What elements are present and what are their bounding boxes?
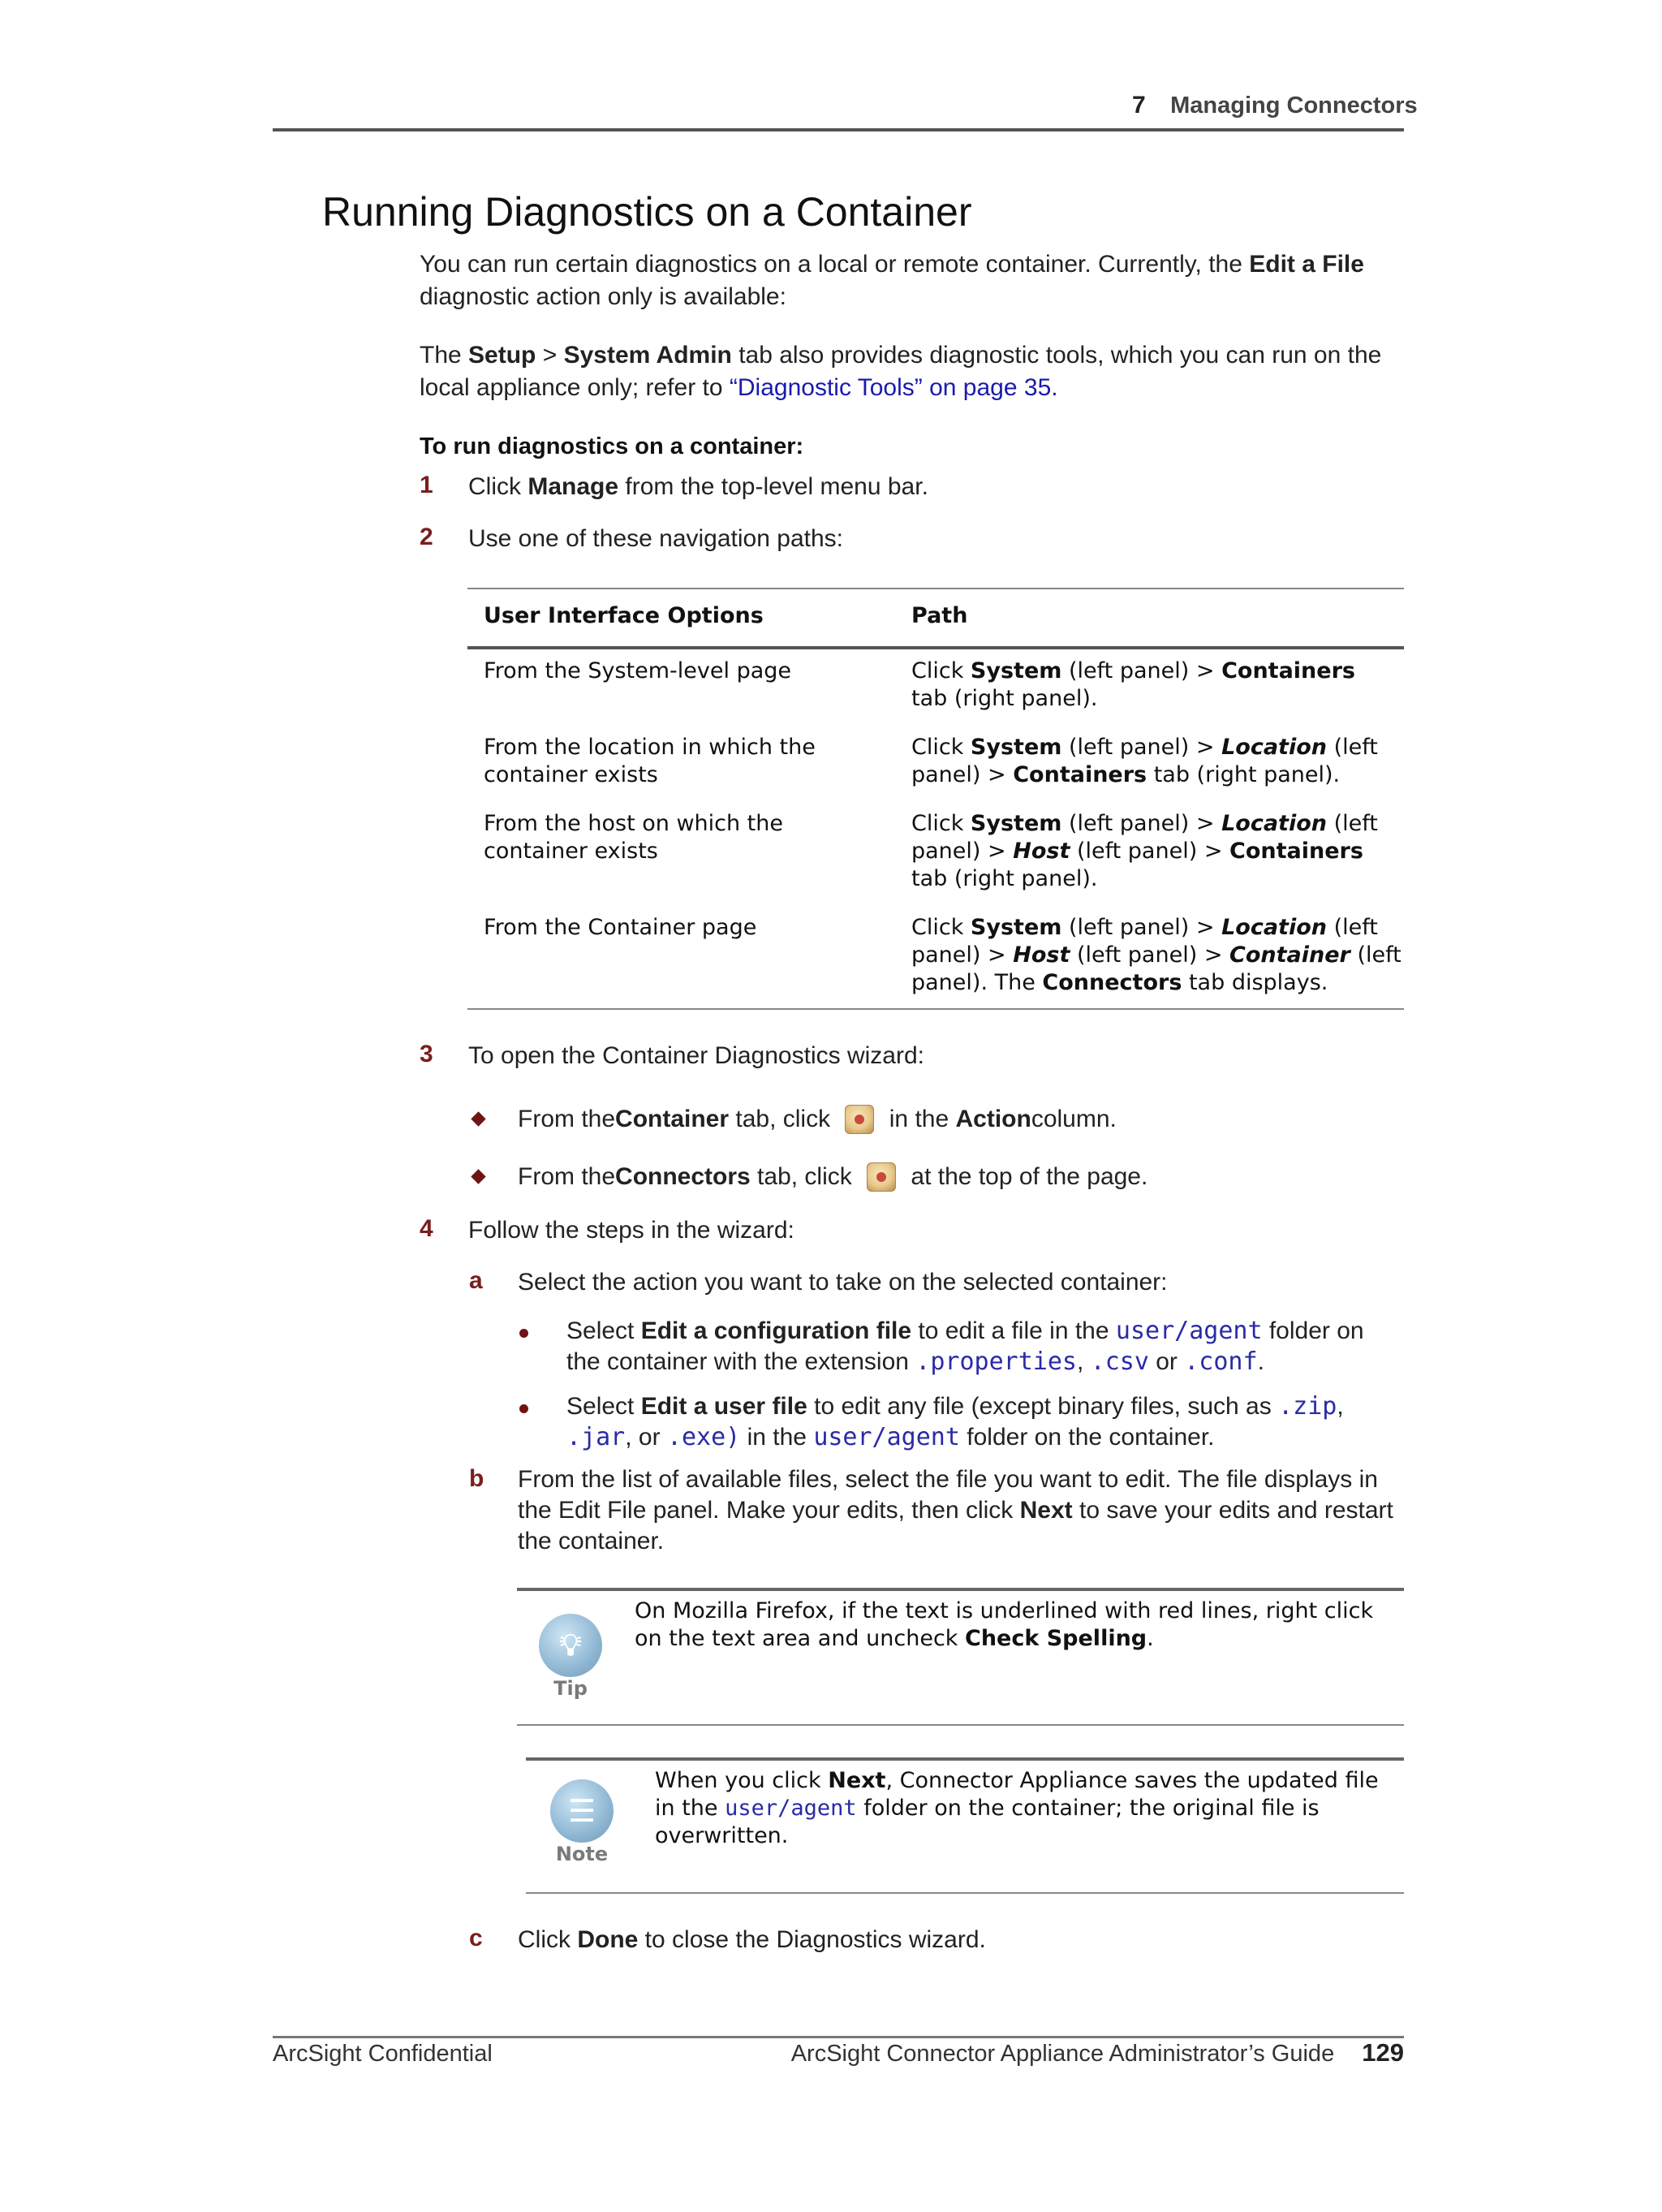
path-line: Click System (left panel) > Containers [911,658,1355,683]
table-row: From the System-level page [484,658,792,683]
step-2-number: 2 [420,524,433,550]
bullet-dot [519,1329,528,1338]
chapter-number: 7 [1132,92,1146,119]
step-1-text: Click Manage from the top-level menu bar. [468,473,928,500]
tip-top-rule [517,1588,1404,1591]
step-1-number: 1 [420,472,433,498]
note-top-rule [526,1757,1404,1761]
footer-guide-title: ArcSight Connector Appliance Administrator’s Guide 129 [790,2038,1404,2067]
footer-confidential: ArcSight Confidential [273,2041,493,2067]
page-number: 129 [1362,2038,1404,2067]
bullet-dot [519,1404,528,1413]
note-bottom-rule [526,1892,1404,1894]
substep-b-text: From the list of available files, select the file you want to edit. The file displays in the Edit File panel. Make your edits, then click Next to save your edits and restart the container. [518,1466,1393,1554]
page-header [1132,92,1418,119]
substep-c-text: Click Done to close the Diagnostics wizard. [518,1926,986,1953]
path-line: panel). The Connectors tab displays. [911,970,1328,995]
table-row-path [911,658,1355,713]
table-row: From the Container page [484,915,757,940]
path-line: panel) > Containers tab (right panel). [911,762,1341,787]
path-line: Click System (left panel) > Location (left [911,915,1378,940]
path-line: panel) > Host (left panel) > Containers [911,839,1363,864]
table-top-rule [467,588,1404,589]
note-icon: ☰ [550,1779,614,1843]
table-row-path [911,810,1378,893]
tip-text: On Mozilla Firefox, if the text is underlined with red lines, right click on the text area and uncheck Check Spelling. [635,1598,1374,1651]
diagnostics-wizard-icon [845,1105,874,1134]
tip-label: Tip [553,1677,588,1700]
note-icon-block [547,1779,617,1865]
bullet-diamond [471,1111,485,1126]
path-line: tab (right panel). [911,686,1098,711]
step-3-bullet-2: From the Connectors tab, click at the top of the page. [518,1163,1148,1190]
tip-bottom-rule [517,1724,1404,1726]
table-row-path [911,914,1402,997]
tip-icon-block [536,1614,605,1700]
table-bottom-rule [467,1008,1404,1010]
path-line: panel) > Host (left panel) > Container (left [911,942,1402,968]
step-4-number: 4 [420,1215,433,1242]
step-2-text: Use one of these navigation paths: [468,525,843,552]
path-line: Click System (left panel) > Location (left [911,811,1378,836]
diagnostics-wizard-icon [867,1162,896,1192]
step-3-bullet-1: From the Container tab, click in the Action column. [518,1106,1117,1132]
note-label: Note [555,1843,609,1865]
table-header-path: Path [911,603,968,628]
table-row: From the location in which the container exists [484,735,816,787]
procedure-heading: To run diagnostics on a container: [420,433,804,459]
lightbulb-icon: 💡︎ [539,1614,602,1677]
table-row-path [911,734,1378,789]
path-line: tab (right panel). [911,866,1098,891]
intro-paragraph-1: You can run certain diagnostics on a local or remote container. Currently, the Edit a File diagnostic action only is available: [420,251,1364,310]
page-title: Running Diagnostics on a Container [322,189,972,235]
substep-a-text: Select the action you want to take on the selected container: [518,1269,1168,1296]
substep-a-bullet-2: Select Edit a user file to edit any file (except binary files, such as .zip, .jar, or .exe) in the user/agent folder on the container. [566,1392,1344,1451]
substep-a-bullet-1: Select Edit a configuration file to edit a file in the user/agent folder on the container with the extension .properties, .csv or .conf. [566,1317,1364,1376]
substep-a-letter: a [469,1267,483,1294]
substep-c-letter: c [469,1925,483,1951]
table-header-options: User Interface Options [484,603,764,628]
step-4-text: Follow the steps in the wizard: [468,1217,794,1244]
step-3-text: To open the Container Diagnostics wizard: [468,1042,924,1069]
table-row: From the host on which the container exists [484,811,783,864]
substep-b-letter: b [469,1465,484,1492]
intro-paragraph-2: The Setup > System Admin tab also provides diagnostic tools, which you can run on the local appliance only; refer to “Diagnostic Tools” on page 35. [420,342,1382,401]
step-3-number: 3 [420,1041,433,1067]
chapter-title: Managing Connectors [1170,93,1418,119]
bullet-diamond [471,1169,485,1184]
path-line: Click System (left panel) > Location (left [911,735,1378,760]
diagnostic-tools-link[interactable]: “Diagnostic Tools” on page 35 [729,374,1052,401]
table-header-rule [467,646,1404,649]
header-rule [273,128,1404,132]
note-text: When you click Next, Connector Appliance saves the updated file in the user/agent folder on the container; the original file is overwritten. [655,1768,1379,1848]
